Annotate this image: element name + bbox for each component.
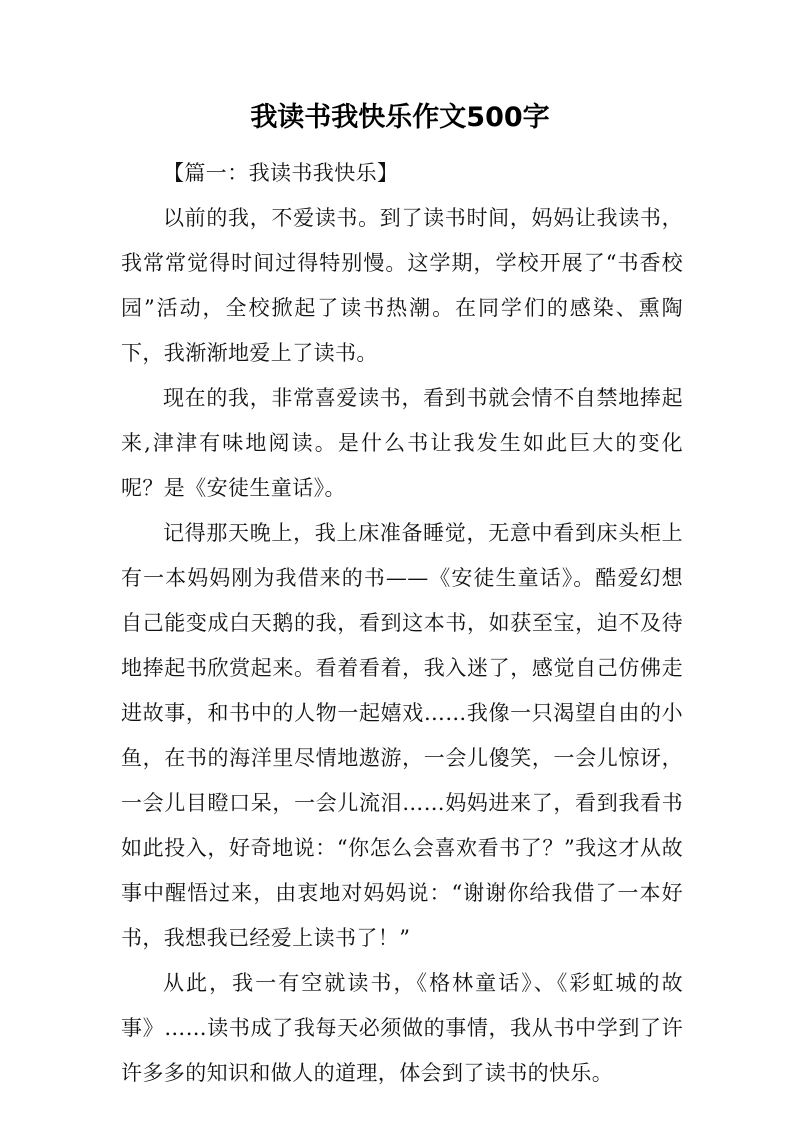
paragraph-3: 记得那天晚上，我上床准备睡觉，无意中看到床头柜上有一本妈妈刚为我借来的书——《安徒生童话》。酷爱幻想自己能变成白天鹅的我，看到这本书，如获至宝，迫不及待地捧起书欣赏起来。看着看着，我入迷了，感觉自己仿佛走进故事，和书中的人物一起嬉戏……我像一只渴望自由的小鱼，在书的海洋里尽情地遨游，一会儿傻笑，一会儿惊讶，一会儿目瞪口呆，一会儿流泪……妈妈进来了，看到我看书如此投入，好奇地说：“你怎么会喜欢看书了？”我这才从故事中醒悟过来，由衷地对妈妈说：“谢谢你给我借了一本好书，我想我已经爱上读书了！” — [121, 521, 683, 950]
paragraph-1: 以前的我，不爱读书。到了读书时间，妈妈让我读书，我常常觉得时间过得特别慢。这学期，学校开展了“书香校园”活动，全校掀起了读书热潮。在同学们的感染、熏陶下，我渐渐地爱上了读书。 — [121, 206, 683, 365]
paragraph-4: 从此，我一有空就读书，《格林童话》、《彩虹城的故事》……读书成了我每天必须做的事情，我从书中学到了许许多多的知识和做人的道理，体会到了读书的快乐。 — [121, 971, 683, 1085]
document-title: 我读书我快乐作文500字 — [250, 102, 550, 133]
paragraph-2: 现在的我，非常喜爱读书，看到书就会情不自禁地捧起来,津津有味地阅读。是什么书让我发生如此巨大的变化呢？是《安徒生童话》。 — [121, 386, 683, 500]
section-heading: 【篇一：我读书我快乐】 — [163, 161, 399, 185]
document-body — [121, 151, 683, 1096]
